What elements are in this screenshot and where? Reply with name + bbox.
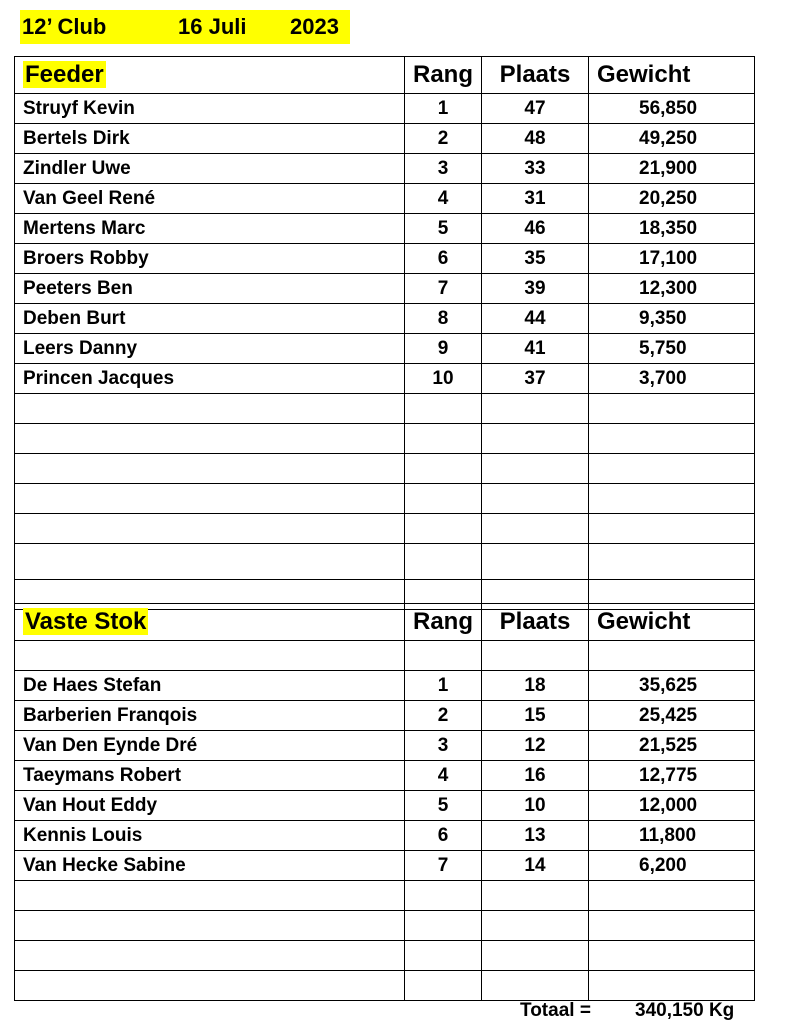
rang-cell: 9 (405, 334, 482, 364)
gewicht-cell: 21,525 (589, 731, 755, 761)
rang-cell (405, 394, 482, 424)
plaats-cell: 15 (482, 701, 589, 731)
name-cell: Kennis Louis (15, 821, 405, 851)
name-cell (15, 641, 405, 671)
rang-cell: 4 (405, 184, 482, 214)
name-cell (15, 484, 405, 514)
gewicht-cell: 12,000 (589, 791, 755, 821)
gewicht-cell: 11,800 (589, 821, 755, 851)
name-cell: Peeters Ben (15, 274, 405, 304)
feeder-table (14, 56, 755, 610)
name-cell: Zindler Uwe (15, 154, 405, 184)
plaats-cell: 33 (482, 154, 589, 184)
gewicht-cell (589, 544, 755, 580)
table-row (15, 671, 755, 701)
rang-cell: 5 (405, 214, 482, 244)
gewicht-cell: 12,300 (589, 274, 755, 304)
rang-cell (405, 424, 482, 454)
page-title (20, 10, 350, 44)
rang-cell (405, 544, 482, 580)
table-row (15, 761, 755, 791)
name-cell (15, 454, 405, 484)
name-cell: Van Hout Eddy (15, 791, 405, 821)
gewicht-cell: 12,775 (589, 761, 755, 791)
gewicht-cell (589, 514, 755, 544)
table-row (15, 514, 755, 544)
plaats-cell: 35 (482, 244, 589, 274)
rang-cell (405, 641, 482, 671)
plaats-cell (482, 424, 589, 454)
table-row (15, 484, 755, 514)
plaats-cell: 12 (482, 731, 589, 761)
rang-cell (405, 454, 482, 484)
rang-cell: 3 (405, 154, 482, 184)
header-gewicht: Gewicht (589, 57, 755, 94)
plaats-cell (482, 454, 589, 484)
name-cell: Taeymans Robert (15, 761, 405, 791)
name-cell: Barberien Franqois (15, 701, 405, 731)
gewicht-cell (589, 971, 755, 1001)
total-value: 340,150 Kg (635, 1000, 735, 1021)
gewicht-cell (589, 881, 755, 911)
table-row (15, 214, 755, 244)
table-row (15, 154, 755, 184)
rang-cell: 2 (405, 701, 482, 731)
plaats-cell: 44 (482, 304, 589, 334)
table-row (15, 851, 755, 881)
plaats-cell: 16 (482, 761, 589, 791)
title-year: 2023 (290, 14, 339, 39)
table-row (15, 731, 755, 761)
vaste-stok-table (14, 603, 755, 1001)
name-cell: Deben Burt (15, 304, 405, 334)
gewicht-cell (589, 454, 755, 484)
table-row (15, 94, 755, 124)
gewicht-cell: 25,425 (589, 701, 755, 731)
plaats-cell: 48 (482, 124, 589, 154)
rang-cell: 6 (405, 244, 482, 274)
vaste-stok-section-title: Vaste Stok (15, 604, 405, 641)
rang-cell: 4 (405, 761, 482, 791)
name-cell: Van Hecke Sabine (15, 851, 405, 881)
gewicht-cell: 35,625 (589, 671, 755, 701)
table-row (15, 881, 755, 911)
table-row (15, 364, 755, 394)
table-row (15, 821, 755, 851)
name-cell: Mertens Marc (15, 214, 405, 244)
plaats-cell: 47 (482, 94, 589, 124)
rang-cell: 1 (405, 671, 482, 701)
total-label: Totaal = (520, 1000, 591, 1021)
table-row (15, 941, 755, 971)
plaats-cell (482, 514, 589, 544)
name-cell: Leers Danny (15, 334, 405, 364)
table-row (15, 334, 755, 364)
rang-cell: 7 (405, 851, 482, 881)
gewicht-cell (589, 424, 755, 454)
gewicht-cell: 17,100 (589, 244, 755, 274)
table-row (15, 424, 755, 454)
plaats-cell: 14 (482, 851, 589, 881)
rang-cell (405, 941, 482, 971)
rang-cell (405, 514, 482, 544)
gewicht-cell (589, 641, 755, 671)
rang-cell: 2 (405, 124, 482, 154)
rang-cell: 8 (405, 304, 482, 334)
gewicht-cell: 18,350 (589, 214, 755, 244)
name-cell (15, 424, 405, 454)
gewicht-cell: 56,850 (589, 94, 755, 124)
table-row (15, 394, 755, 424)
rang-cell (405, 484, 482, 514)
plaats-cell (482, 394, 589, 424)
table-row (15, 971, 755, 1001)
name-cell: Struyf Kevin (15, 94, 405, 124)
name-cell: Van Geel René (15, 184, 405, 214)
plaats-cell (482, 971, 589, 1001)
rang-cell: 10 (405, 364, 482, 394)
name-cell: Van Den Eynde Dré (15, 731, 405, 761)
table-row (15, 701, 755, 731)
gewicht-cell (589, 484, 755, 514)
gewicht-cell (589, 941, 755, 971)
table-row (15, 244, 755, 274)
feeder-section-title: Feeder (15, 57, 405, 94)
header-rang: Rang (405, 57, 482, 94)
name-cell (15, 971, 405, 1001)
table-row (15, 641, 755, 671)
plaats-cell (482, 911, 589, 941)
table-row (15, 304, 755, 334)
rang-cell: 7 (405, 274, 482, 304)
title-club: 12’ Club (22, 14, 107, 39)
name-cell (15, 394, 405, 424)
name-cell (15, 941, 405, 971)
plaats-cell (482, 641, 589, 671)
rang-cell: 6 (405, 821, 482, 851)
table-row (15, 274, 755, 304)
table-row (15, 184, 755, 214)
name-cell (15, 544, 405, 580)
plaats-cell: 31 (482, 184, 589, 214)
table-row (15, 454, 755, 484)
header-rang: Rang (405, 604, 482, 641)
gewicht-cell: 49,250 (589, 124, 755, 154)
gewicht-cell (589, 911, 755, 941)
plaats-cell: 41 (482, 334, 589, 364)
feeder-header-row (15, 57, 755, 94)
gewicht-cell: 21,900 (589, 154, 755, 184)
name-cell: Bertels Dirk (15, 124, 405, 154)
gewicht-cell: 6,200 (589, 851, 755, 881)
plaats-cell: 46 (482, 214, 589, 244)
plaats-cell: 39 (482, 274, 589, 304)
name-cell: Princen Jacques (15, 364, 405, 394)
plaats-cell (482, 941, 589, 971)
name-cell (15, 881, 405, 911)
plaats-cell: 18 (482, 671, 589, 701)
gewicht-cell: 9,350 (589, 304, 755, 334)
table-row (15, 124, 755, 154)
plaats-cell: 10 (482, 791, 589, 821)
header-plaats: Plaats (482, 57, 589, 94)
rang-cell: 5 (405, 791, 482, 821)
table-row (15, 791, 755, 821)
plaats-cell: 37 (482, 364, 589, 394)
header-gewicht: Gewicht (589, 604, 755, 641)
name-cell (15, 514, 405, 544)
vaste-stok-header-row (15, 604, 755, 641)
total-line (520, 1000, 734, 1022)
plaats-cell (482, 544, 589, 580)
plaats-cell: 13 (482, 821, 589, 851)
rang-cell: 3 (405, 731, 482, 761)
title-date: 16 Juli (178, 14, 247, 39)
gewicht-cell: 5,750 (589, 334, 755, 364)
name-cell: Broers Robby (15, 244, 405, 274)
plaats-cell (482, 881, 589, 911)
plaats-cell (482, 484, 589, 514)
rang-cell: 1 (405, 94, 482, 124)
table-row (15, 544, 755, 580)
rang-cell (405, 881, 482, 911)
name-cell: De Haes Stefan (15, 671, 405, 701)
gewicht-cell: 3,700 (589, 364, 755, 394)
rang-cell (405, 971, 482, 1001)
rang-cell (405, 911, 482, 941)
gewicht-cell (589, 394, 755, 424)
header-plaats: Plaats (482, 604, 589, 641)
gewicht-cell: 20,250 (589, 184, 755, 214)
table-row (15, 911, 755, 941)
name-cell (15, 911, 405, 941)
